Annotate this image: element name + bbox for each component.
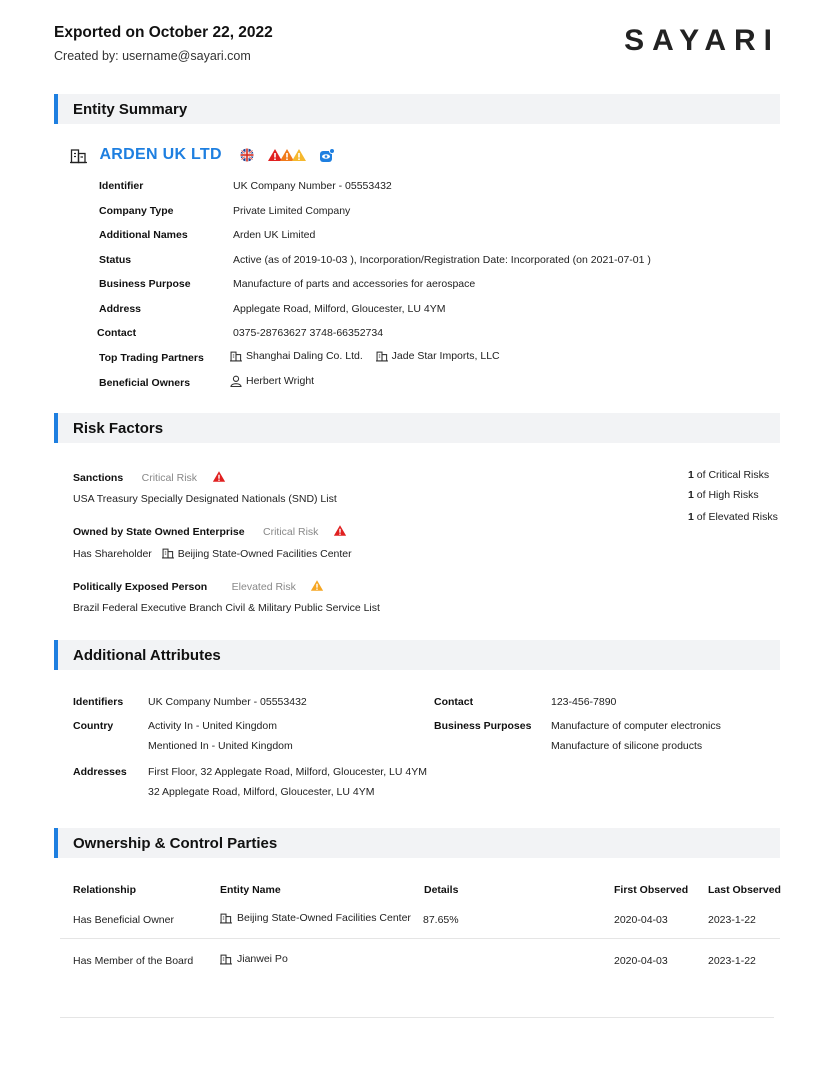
attr-label-country: Country xyxy=(73,720,114,732)
person-icon xyxy=(230,375,242,387)
field-value-status: Active (as of 2019-10-03 ), Incorporation/Registration Date: Incorporated (on 2021-07-01 ) xyxy=(233,254,651,266)
section-additional-attributes xyxy=(54,640,780,670)
beneficial-owners xyxy=(230,375,314,387)
field-value-contact: 0375-28763627 3748-66352734 xyxy=(233,327,384,339)
attr-value-business-purpose: Manufacture of computer electronics xyxy=(551,720,721,732)
export-header xyxy=(54,24,780,74)
field-value-additional-names: Arden UK Limited xyxy=(233,229,316,241)
risk-level: Elevated Risk xyxy=(231,581,296,593)
field-label-business-purpose: Business Purpose xyxy=(99,278,191,290)
section-accent-bar xyxy=(54,640,58,670)
risk-item-state-owned xyxy=(73,522,347,540)
column-header-entity-name: Entity Name xyxy=(220,884,281,896)
risk-count-text: of Critical Risks xyxy=(696,469,770,481)
attr-value-business-purpose: Manufacture of silicone products xyxy=(551,740,703,752)
created-by: Created by: username@sayari.com xyxy=(54,49,251,63)
blue-eye-badge-icon xyxy=(319,148,335,163)
field-label-company-type: Company Type xyxy=(99,205,174,217)
entity-link[interactable]: Jianwei Po xyxy=(237,953,288,966)
column-header-relationship: Relationship xyxy=(73,884,137,896)
field-value-company-type: Private Limited Company xyxy=(233,205,351,217)
uk-flag-icon xyxy=(240,148,254,162)
attr-value-country: Activity In - United Kingdom xyxy=(148,720,277,732)
risk-count-critical xyxy=(688,469,769,481)
section-title: Ownership & Control Parties xyxy=(73,835,278,852)
risk-description xyxy=(73,547,352,560)
field-label-additional-names: Additional Names xyxy=(99,229,188,241)
row-divider xyxy=(60,1017,774,1018)
risk-level: Critical Risk xyxy=(141,472,198,484)
cell-last-observed: 2023-1-22 xyxy=(708,955,756,967)
cell-details: 87.65% xyxy=(423,914,459,926)
red-warning-icon xyxy=(333,524,347,537)
field-label-address: Address xyxy=(99,303,142,315)
cell-relationship: Has Member of the Board xyxy=(73,955,194,967)
field-value-address: Applegate Road, Milford, Gloucester, LU 4YM xyxy=(233,303,446,315)
risk-count-text: of High Risks xyxy=(696,489,759,501)
top-trading-partners xyxy=(230,350,500,362)
section-title: Entity Summary xyxy=(73,101,188,118)
risk-count-number: 1 xyxy=(688,489,694,501)
column-header-last-observed: Last Observed xyxy=(708,884,781,896)
risk-description: USA Treasury Specially Designated Nationals (SND) List xyxy=(73,493,337,505)
row-divider xyxy=(60,938,780,939)
field-value-identifier: UK Company Number - 05553432 xyxy=(233,180,392,192)
cell-relationship: Has Beneficial Owner xyxy=(73,914,174,926)
cell-first-observed: 2020-04-03 xyxy=(614,955,668,967)
column-header-first-observed: First Observed xyxy=(614,884,689,896)
cell-entity-name xyxy=(220,953,288,965)
section-title: Additional Attributes xyxy=(73,647,221,664)
building-icon xyxy=(220,953,232,965)
attr-value-identifiers: UK Company Number - 05553432 xyxy=(148,696,307,708)
risk-count-number: 1 xyxy=(688,469,694,481)
field-label-contact: Contact xyxy=(97,327,137,339)
risk-count-number: 1 xyxy=(688,511,694,523)
section-accent-bar xyxy=(54,94,58,124)
cell-last-observed: 2023-1-22 xyxy=(708,914,756,926)
section-title: Risk Factors xyxy=(73,420,164,437)
section-ownership xyxy=(54,828,780,858)
attr-label-addresses: Addresses xyxy=(73,766,127,778)
field-label-top-trading-partners: Top Trading Partners xyxy=(99,352,204,364)
attr-value-contact: 123-456-7890 xyxy=(551,696,617,708)
risk-count-text: of Elevated Risks xyxy=(696,511,778,523)
risk-description: Brazil Federal Executive Branch Civil & Military Public Service List xyxy=(73,602,380,614)
cell-entity-name xyxy=(220,912,411,924)
sayari-logo: SAYARI xyxy=(624,24,780,57)
beneficial-owner-link[interactable]: Herbert Wright xyxy=(246,375,315,388)
attr-label-contact: Contact xyxy=(434,696,474,708)
attr-label-business-purposes: Business Purposes xyxy=(434,720,532,732)
risk-title: Politically Exposed Person xyxy=(73,581,208,593)
risk-item-pep xyxy=(73,577,324,595)
red-warning-icon xyxy=(212,470,226,483)
building-icon xyxy=(220,912,232,924)
entity-header xyxy=(70,146,335,164)
trading-partner-link[interactable]: Jade Star Imports, LLC xyxy=(391,350,500,363)
attr-value-address: First Floor, 32 Applegate Road, Milford, Gloucester, LU 4YM xyxy=(148,766,427,778)
attr-value-country: Mentioned In - United Kingdom xyxy=(148,740,293,752)
yellow-warning-icon xyxy=(310,579,324,592)
trading-partner-link[interactable]: Shanghai Daling Co. Ltd. xyxy=(246,350,363,363)
section-risk-factors xyxy=(54,413,780,443)
yellow-warning-icon xyxy=(291,148,307,162)
risk-desc-prefix: Has Shareholder xyxy=(73,548,152,560)
shareholder-link[interactable]: Beijing State-Owned Facilities Center xyxy=(177,548,352,560)
attr-label-identifiers: Identifiers xyxy=(73,696,124,708)
risk-item-sanctions xyxy=(73,468,226,486)
building-icon xyxy=(70,147,87,164)
risk-title: Owned by State Owned Enterprise xyxy=(73,526,245,538)
field-label-status: Status xyxy=(99,254,132,266)
field-value-business-purpose: Manufacture of parts and accessories for aerospace xyxy=(233,278,476,290)
risk-level: Critical Risk xyxy=(263,526,319,538)
column-header-details: Details xyxy=(424,884,459,896)
field-label-beneficial-owners: Beneficial Owners xyxy=(99,377,191,389)
building-icon xyxy=(162,547,174,559)
entity-link[interactable]: Beijing State-Owned Facilities Center xyxy=(237,912,411,925)
building-icon xyxy=(230,350,242,362)
cell-first-observed: 2020-04-03 xyxy=(614,914,668,926)
section-accent-bar xyxy=(54,413,58,443)
risk-title: Sanctions xyxy=(73,472,124,484)
entity-name[interactable]: ARDEN UK LTD xyxy=(99,146,222,163)
section-accent-bar xyxy=(54,828,58,858)
building-icon xyxy=(376,350,388,362)
attr-value-address: 32 Applegate Road, Milford, Gloucester, LU 4YM xyxy=(148,786,375,798)
risk-count-high xyxy=(688,489,759,501)
section-entity-summary xyxy=(54,94,780,124)
export-title: Exported on October 22, 2022 xyxy=(54,24,273,41)
field-label-identifier: Identifier xyxy=(99,180,144,192)
risk-count-elevated xyxy=(688,511,778,523)
